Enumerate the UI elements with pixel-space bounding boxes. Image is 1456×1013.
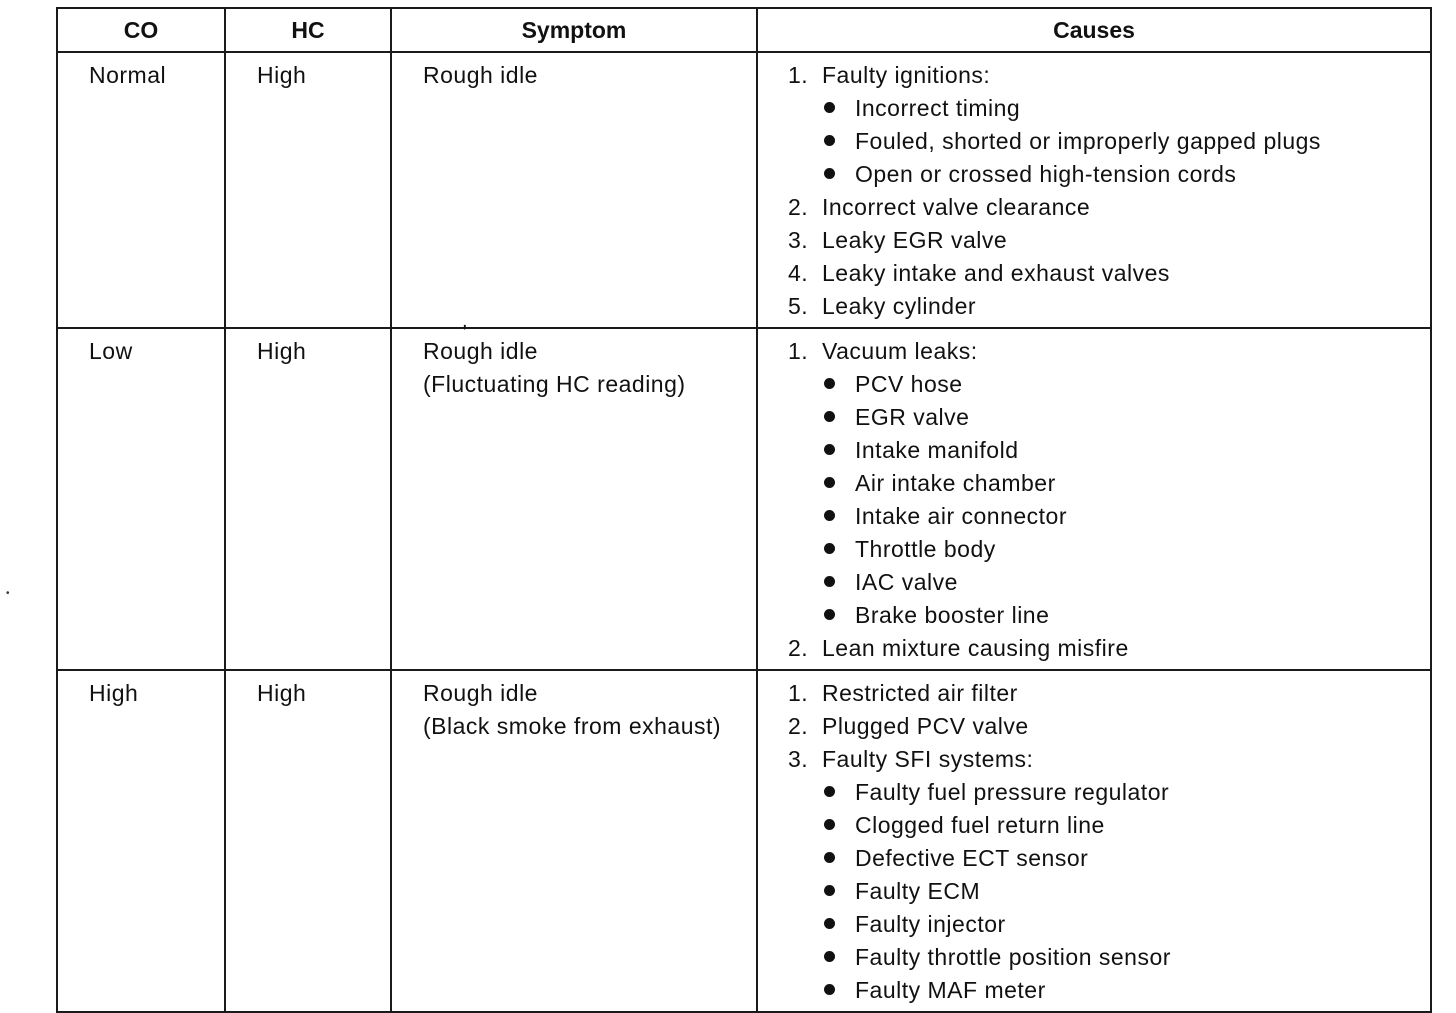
cause-text: Lean mixture causing misfire (822, 635, 1129, 661)
cause-subitem-text: Faulty throttle position sensor (855, 944, 1171, 970)
cause-subitem (788, 809, 1430, 842)
cause-text: Restricted air filter (822, 680, 1018, 706)
header-hc: HC (225, 8, 391, 52)
bullet-icon (824, 102, 835, 113)
cause-subitem (788, 875, 1430, 908)
cause-subitem-text: Faulty injector (855, 911, 1006, 937)
cause-number: 4. (788, 260, 809, 286)
cause-subitem-text: Intake manifold (855, 437, 1019, 463)
cause-item (788, 632, 1430, 665)
header-symptom: Symptom (391, 8, 757, 52)
bullet-icon (824, 444, 835, 455)
cause-subitem (788, 941, 1430, 974)
bullet-icon (824, 576, 835, 587)
cause-subitem (788, 776, 1430, 809)
cause-subitem-text: Open or crossed high-tension cords (855, 161, 1237, 187)
co-value: High (89, 680, 139, 706)
hc-cell (225, 52, 391, 328)
co-cell (57, 52, 225, 328)
hc-cell (225, 328, 391, 670)
cause-item (788, 191, 1430, 224)
cause-text: Leaky intake and exhaust valves (822, 260, 1170, 286)
cause-subitem (788, 368, 1430, 401)
header-row (57, 8, 1431, 52)
table-row (57, 670, 1431, 1012)
cause-subitem-text: Intake air connector (855, 503, 1068, 529)
cause-text: Faulty SFI systems: (822, 746, 1034, 772)
bullet-icon (824, 543, 835, 554)
cause-item (788, 710, 1430, 743)
cause-subitem (788, 434, 1430, 467)
cause-subitem (788, 401, 1430, 434)
bullet-icon (824, 819, 835, 830)
symptom-text (392, 329, 756, 401)
cause-item (788, 677, 1430, 710)
bullet-icon (824, 918, 835, 929)
causes-list (758, 53, 1430, 327)
bullet-icon (824, 609, 835, 620)
hc-value: High (257, 62, 307, 88)
cause-subitem-text: Fouled, shorted or improperly gapped plugs (855, 128, 1321, 154)
cause-text: Vacuum leaks: (822, 338, 978, 364)
causes-list (758, 329, 1430, 669)
cause-subitem (788, 92, 1430, 125)
diagnosis-table (56, 7, 1432, 1013)
bullet-icon (824, 885, 835, 896)
co-value: Low (89, 338, 133, 364)
symptom-cell (391, 670, 757, 1012)
symptom-detail: (Fluctuating HC reading) (423, 371, 686, 397)
cause-text: Incorrect valve clearance (822, 194, 1091, 220)
causes-cell (757, 328, 1431, 670)
cause-subitem (788, 908, 1430, 941)
header-co: CO (57, 8, 225, 52)
cause-subitem (788, 842, 1430, 875)
cause-subitem (788, 533, 1430, 566)
symptom-text (392, 671, 756, 743)
hc-value: High (257, 338, 307, 364)
cause-subitem-text: EGR valve (855, 404, 970, 430)
cause-item (788, 257, 1430, 290)
hc-value: High (257, 680, 307, 706)
cause-subitem (788, 467, 1430, 500)
symptom-line: Rough idle (423, 338, 538, 364)
cause-subitem-text: PCV hose (855, 371, 963, 397)
cause-number: 5. (788, 293, 809, 319)
cause-subitem-text: IAC valve (855, 569, 958, 595)
cause-number: 3. (788, 227, 809, 253)
cause-subitem-text: Faulty ECM (855, 878, 981, 904)
cause-number: 2. (788, 635, 809, 661)
co-value: Normal (89, 62, 167, 88)
hc-cell (225, 670, 391, 1012)
cause-text: Plugged PCV valve (822, 713, 1029, 739)
bullet-icon (824, 852, 835, 863)
cause-subitem (788, 125, 1430, 158)
bullet-icon (824, 477, 835, 488)
symptom-detail: (Black smoke from exhaust) (423, 713, 722, 739)
table-body (57, 52, 1431, 1012)
header-causes: Causes (757, 8, 1431, 52)
cause-subitem-text: Brake booster line (855, 602, 1050, 628)
bullet-icon (824, 951, 835, 962)
cause-subitem (788, 566, 1430, 599)
table-row (57, 52, 1431, 328)
cause-subitem-text: Clogged fuel return line (855, 812, 1105, 838)
symptom-line: Rough idle (423, 680, 538, 706)
table-row (57, 328, 1431, 670)
bullet-icon (824, 786, 835, 797)
cause-item (788, 290, 1430, 323)
causes-cell (757, 52, 1431, 328)
symptom-cell (391, 52, 757, 332)
cause-subitem-text: Incorrect timing (855, 95, 1021, 121)
cause-subitem (788, 599, 1430, 632)
cause-number: 1. (788, 62, 809, 88)
cause-subitem-text: Throttle body (855, 536, 996, 562)
cause-item (788, 335, 1430, 368)
bullet-icon (824, 411, 835, 422)
cause-number: 1. (788, 680, 809, 706)
cause-number: 2. (788, 194, 809, 220)
cause-text: Leaky cylinder (822, 293, 977, 319)
bullet-icon (824, 378, 835, 389)
cause-subitem (788, 158, 1430, 191)
symptom-cell (391, 328, 757, 670)
cause-subitem-text: Faulty fuel pressure regulator (855, 779, 1170, 805)
bullet-icon (824, 168, 835, 179)
causes-list (758, 671, 1430, 1011)
cause-item (788, 224, 1430, 257)
cause-subitem-text: Faulty MAF meter (855, 977, 1046, 1003)
cause-number: 2. (788, 713, 809, 739)
cause-item (788, 743, 1430, 776)
co-cell (57, 670, 225, 1012)
cause-item (788, 59, 1430, 92)
stray-comma: , (462, 310, 469, 332)
symptom-text (392, 53, 756, 92)
bullet-icon (824, 984, 835, 995)
bullet-icon (824, 135, 835, 146)
cause-number: 1. (788, 338, 809, 364)
cause-subitem (788, 500, 1430, 533)
cause-subitem-text: Defective ECT sensor (855, 845, 1089, 871)
symptom-line: Rough idle (423, 62, 538, 88)
cause-number: 3. (788, 746, 809, 772)
stray-mark: • (6, 588, 10, 599)
cause-text: Leaky EGR valve (822, 227, 1008, 253)
bullet-icon (824, 510, 835, 521)
cause-text: Faulty ignitions: (822, 62, 991, 88)
co-cell (57, 328, 225, 670)
cause-subitem (788, 974, 1430, 1007)
causes-cell (757, 670, 1431, 1012)
cause-subitem-text: Air intake chamber (855, 470, 1056, 496)
